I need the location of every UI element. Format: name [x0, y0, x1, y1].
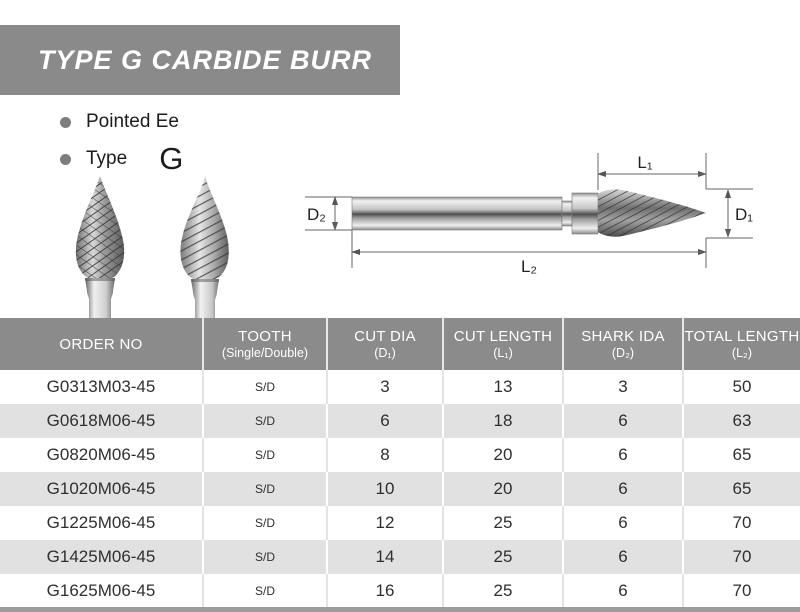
cell-order-no: G0313M03-45 — [0, 370, 203, 404]
cell-cut-dia: 16 — [327, 574, 443, 608]
cell-cut-length: 25 — [443, 574, 563, 608]
table-row — [0, 472, 800, 506]
table-row — [0, 404, 800, 438]
table-header — [0, 318, 800, 370]
double-cut-burr-photo-icon — [55, 172, 145, 318]
cell-order-no: G1625M06-45 — [0, 574, 203, 608]
cell-tooth: S/D — [203, 506, 327, 540]
table-body — [0, 370, 800, 608]
d2-label: D₂ — [307, 205, 326, 224]
cell-cut-dia: 12 — [327, 506, 443, 540]
feature-pointed — [60, 111, 179, 133]
cell-order-no: G1425M06-45 — [0, 540, 203, 574]
cell-shank-dia: 6 — [563, 472, 683, 506]
table-row — [0, 438, 800, 472]
cell-cut-length: 25 — [443, 506, 563, 540]
table-row — [0, 370, 800, 404]
column-header-order-no: ORDER NO — [0, 318, 203, 370]
feature-label: Pointed Ee — [86, 111, 179, 132]
cell-shank-dia: 6 — [563, 540, 683, 574]
table-row — [0, 574, 800, 608]
single-cut-burr-photo-icon — [158, 172, 248, 318]
cell-cut-dia: 10 — [327, 472, 443, 506]
cell-tooth: S/D — [203, 404, 327, 438]
cell-shank-dia: 3 — [563, 370, 683, 404]
cell-total-length: 65 — [683, 438, 800, 472]
l1-label: L₁ — [637, 153, 653, 172]
table-row — [0, 540, 800, 574]
header-row — [0, 318, 800, 370]
cell-total-length: 65 — [683, 472, 800, 506]
cell-shank-dia: 6 — [563, 574, 683, 608]
cell-tooth: S/D — [203, 574, 327, 608]
cell-order-no: G0820M06-45 — [0, 438, 203, 472]
cell-tooth: S/D — [203, 540, 327, 574]
collar — [572, 193, 598, 234]
feature-label: Type — [86, 148, 128, 169]
cell-tooth: S/D — [203, 438, 327, 472]
cell-shank-dia: 6 — [563, 506, 683, 540]
column-header-tooth: TOOTH (Single/Double) — [203, 318, 327, 370]
spec-table — [0, 318, 800, 608]
d1-label: D₁ — [735, 205, 754, 224]
table-row — [0, 506, 800, 540]
cell-cut-length: 20 — [443, 472, 563, 506]
type-letter: G — [159, 141, 184, 176]
cell-order-no: G1225M06-45 — [0, 506, 203, 540]
column-header-cut-dia: CUT DIA (D₁) — [327, 318, 443, 370]
cell-total-length: 70 — [683, 506, 800, 540]
l2-label: L₂ — [520, 257, 538, 276]
cell-total-length: 70 — [683, 540, 800, 574]
cell-total-length: 70 — [683, 574, 800, 608]
title-banner — [0, 25, 400, 95]
cell-cut-dia: 8 — [327, 438, 443, 472]
cell-shank-dia: 6 — [563, 404, 683, 438]
cell-order-no: G1020M06-45 — [0, 472, 203, 506]
cell-shank-dia: 6 — [563, 438, 683, 472]
bullet-icon — [60, 154, 71, 165]
page-title: TYPE G CARBIDE BURR — [38, 44, 373, 75]
cell-cut-dia: 3 — [327, 370, 443, 404]
cell-cut-dia: 14 — [327, 540, 443, 574]
dimension-diagram — [285, 135, 795, 285]
column-header-shank-dia: SHARK IDA (D₂) — [563, 318, 683, 370]
bullet-icon — [60, 117, 71, 128]
column-header-total-length: TOTAL LENGTH (L₂) — [683, 318, 800, 370]
cell-tooth: S/D — [203, 472, 327, 506]
bottom-bar — [0, 607, 800, 612]
cell-cut-dia: 6 — [327, 404, 443, 438]
shank — [352, 197, 562, 230]
cutting-head — [598, 189, 706, 236]
cell-cut-length: 20 — [443, 438, 563, 472]
cell-cut-length: 25 — [443, 540, 563, 574]
cell-tooth: S/D — [203, 370, 327, 404]
cell-total-length: 50 — [683, 370, 800, 404]
cell-cut-length: 18 — [443, 404, 563, 438]
cell-total-length: 63 — [683, 404, 800, 438]
cell-order-no: G0618M06-45 — [0, 404, 203, 438]
cell-cut-length: 13 — [443, 370, 563, 404]
column-header-cut-length: CUT LENGTH (L₁) — [443, 318, 563, 370]
